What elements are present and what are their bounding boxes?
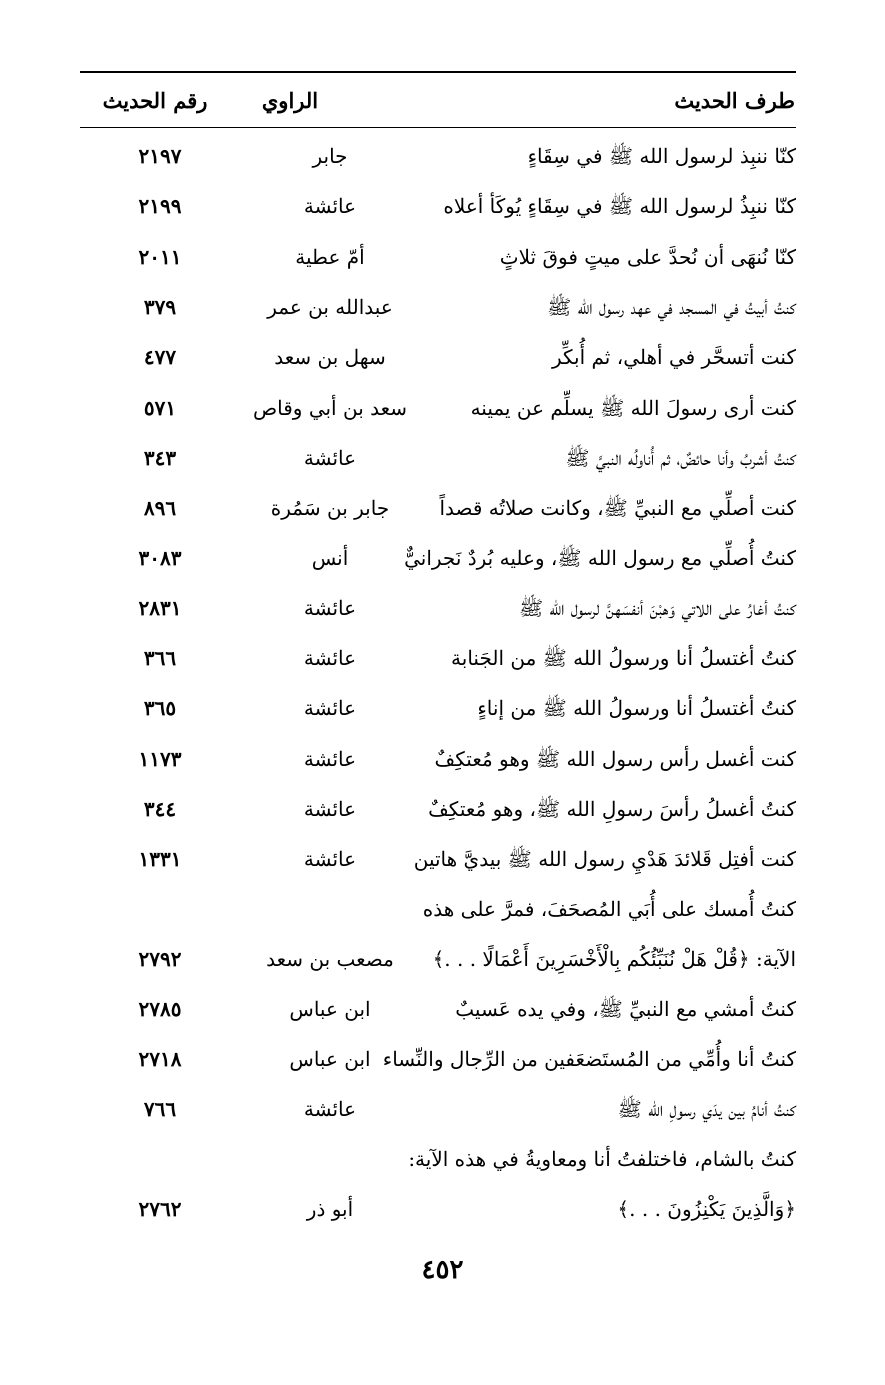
narrator: عائشة <box>303 1097 357 1121</box>
narrator: جابر <box>312 144 348 168</box>
hadith-number: ٢٨٣١ <box>138 596 182 620</box>
hadith-text: كنّا نُنهَى أن نُحدَّ على ميتٍ فوقَ ثلاثٍ <box>499 245 796 269</box>
table-row <box>80 287 796 327</box>
header-hadith-number: رقم الحديث <box>102 88 208 113</box>
hadith-number: ٣٧٩ <box>143 295 177 319</box>
hadith-number: ٣٠٨٣ <box>138 546 182 570</box>
narrator: عائشة <box>303 747 357 771</box>
hadith-number: ٥٧١ <box>143 396 177 420</box>
table-row <box>80 588 796 628</box>
table-row <box>80 388 796 428</box>
table-row <box>80 136 796 176</box>
hadith-number: ٣٦٦ <box>143 646 177 670</box>
hadith-text: كنتُ أمشي مع النبيِّ ﷺ، وفي يده عَسيبٌ <box>455 997 796 1021</box>
table-row <box>80 688 796 728</box>
hadith-text: كنت أصلِّي مع النبيِّ ﷺ، وكانت صلاتُه قصداً <box>439 496 796 520</box>
table-row <box>80 1139 796 1179</box>
hadith-text: كنت أرى رسولَ الله ﷺ يسلِّم عن يمينه <box>470 396 796 420</box>
hadith-text: ﴿وَالَّذِينَ يَكْنِزُونَ . . .﴾ <box>617 1197 796 1221</box>
narrator: عائشة <box>303 596 357 620</box>
hadith-text: كنتُ أنا وأُمِّي من المُستَضعَفين من الرِّجال والنِّساء <box>382 1047 796 1071</box>
table-row <box>80 337 796 377</box>
hadith-text: كنّا ننبِذ لرسول الله ﷺ في سِقَاءٍ <box>527 144 796 168</box>
header-rule <box>80 127 796 128</box>
narrator: أمّ عطية <box>295 245 365 269</box>
hadith-number: ٢١٩٩ <box>138 194 182 218</box>
page-number: ٤٥٢ <box>421 1255 464 1285</box>
narrator: جابر بن سَمُرة <box>270 496 390 520</box>
hadith-number: ٢١٩٧ <box>138 144 182 168</box>
table-row <box>80 638 796 678</box>
narrator: سعد بن أبي وقاص <box>252 396 408 420</box>
hadith-text: كنتُ أشربُ وأنا حائضٌ، ثم أُناولُه النبيَّ ﷺ <box>565 446 796 470</box>
narrator: عائشة <box>303 194 357 218</box>
table-row <box>80 739 796 779</box>
table-row <box>80 889 796 929</box>
hadith-text: كنتُ أنامُ بين يدَي رسولِ الله ﷺ <box>617 1097 796 1121</box>
hadith-text: كنتُ بالشام، فاختلفتُ أنا ومعاويةُ في هذه الآية: <box>408 1147 796 1171</box>
hadith-number <box>80 1139 240 1179</box>
table-row <box>80 438 796 478</box>
table-row <box>80 1039 796 1079</box>
table-row <box>80 1089 796 1129</box>
table-row <box>80 186 796 226</box>
hadith-number: ٢٧٩٢ <box>138 947 182 971</box>
table-row <box>80 989 796 1029</box>
narrator: عائشة <box>303 646 357 670</box>
hadith-number: ٢٧٦٢ <box>138 1197 182 1221</box>
narrator: سهل بن سعد <box>274 345 386 369</box>
hadith-number <box>80 889 240 929</box>
table-row <box>80 1189 796 1229</box>
table-row <box>80 839 796 879</box>
narrator: عائشة <box>303 696 357 720</box>
header-hadith-text: طرف الحديث <box>674 88 795 113</box>
table-row <box>80 939 796 979</box>
hadith-text: كنت أتسحَّر في أهلي، ثم أُبكِّر <box>551 345 796 369</box>
hadith-number: ٧٦٦ <box>143 1097 177 1121</box>
hadith-number: ٣٤٤ <box>143 797 177 821</box>
hadith-number: ٣٤٣ <box>143 446 177 470</box>
narrator: أبو ذر <box>306 1197 354 1221</box>
hadith-text: كنتُ أغسلُ رأسَ رسولِ الله ﷺ، وهو مُعتكِفٌ <box>428 797 796 821</box>
table-row <box>80 789 796 829</box>
hadith-text: كنتُ أُمسك على أُبَي المُصحَفَ، فمرَّ على هذه <box>422 897 796 921</box>
hadith-number: ٢٧٨٥ <box>138 997 182 1021</box>
table-row <box>80 488 796 528</box>
hadith-number: ٨٩٦ <box>143 496 177 520</box>
narrator: ابن عباس <box>289 997 371 1021</box>
narrator: عائشة <box>303 446 357 470</box>
hadith-text: كنتُ أغتسلُ أنا ورسولُ الله ﷺ من الجَنابة <box>451 646 796 670</box>
hadith-number: ٣٦٥ <box>143 696 177 720</box>
narrator: ابن عباس <box>289 1047 371 1071</box>
hadith-number: ١٣٣١ <box>138 847 182 871</box>
table-row <box>80 237 796 277</box>
header-narrator: الراوي <box>261 88 319 113</box>
narrator: عائشة <box>303 797 357 821</box>
hadith-number: ٤٧٧ <box>143 345 177 369</box>
hadith-text: كنتُ أغتسلُ أنا ورسولُ الله ﷺ من إناءٍ <box>477 696 796 720</box>
hadith-text: كنتُ أغارُ على اللاتي وَهبْنَ أنفسَهنَّ لرسول الله ﷺ <box>518 596 796 620</box>
hadith-number: ٢٠١١ <box>138 245 182 269</box>
hadith-text: كنت أفتِل قَلائدَ هَدْيِ رسول الله ﷺ بيديَّ هاتين <box>413 847 796 871</box>
hadith-text: كنت أغسل رأس رسول الله ﷺ وهو مُعتكِفٌ <box>434 747 796 771</box>
hadith-number: ١١٧٣ <box>138 747 182 771</box>
hadith-number: ٢٧١٨ <box>138 1047 182 1071</box>
table-row <box>80 538 796 578</box>
narrator: مصعب بن سعد <box>266 947 394 971</box>
narrator: عائشة <box>303 847 357 871</box>
hadith-text: كنتُ أُصلِّي مع رسول الله ﷺ، وعليه بُردٌ نَجرانيٌّ <box>404 546 796 570</box>
narrator: أنس <box>311 546 349 570</box>
hadith-text: كنّا ننبِذُ لرسول الله ﷺ في سِقَاءٍ يُوكَأ أعلاه <box>443 194 796 218</box>
top-rule <box>80 71 796 73</box>
hadith-text: كنتُ أبيتُ في المسجد في عهد رسول الله ﷺ <box>547 295 796 319</box>
narrator: عبدالله بن عمر <box>267 295 393 319</box>
hadith-text: الآية: ﴿قُلْ هَلْ نُنَبِّئُكُم بِالْأَخْسَرِينَ أَعْمَالًا . . .﴾ <box>432 947 796 971</box>
